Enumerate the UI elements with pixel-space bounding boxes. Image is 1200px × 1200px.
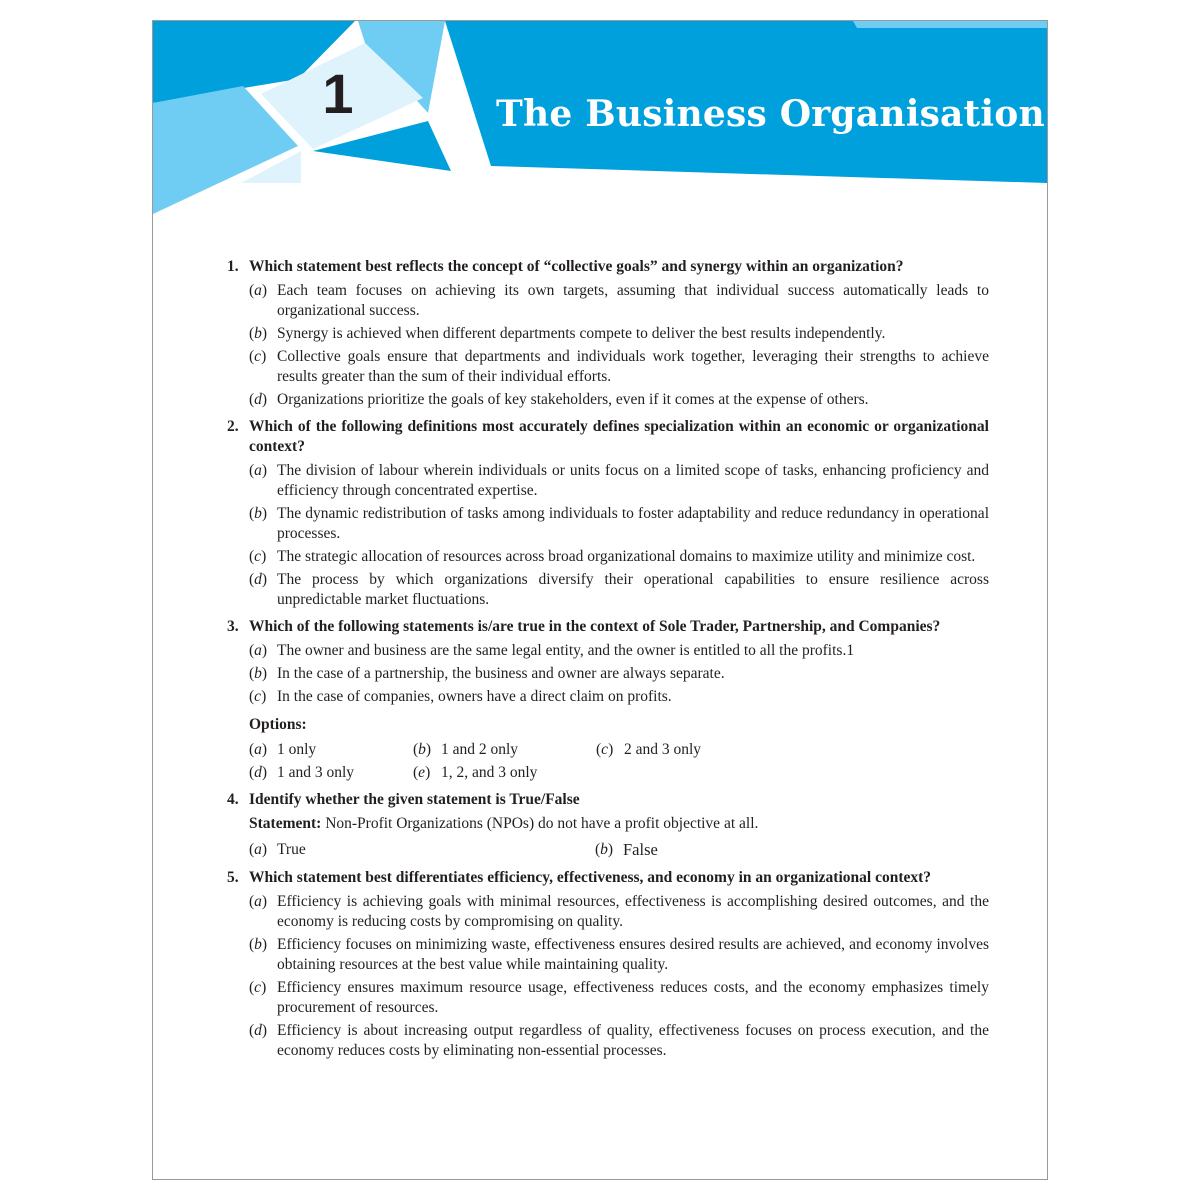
chapter-title: The Business Organisation xyxy=(496,93,1045,135)
choice-label: (e) xyxy=(413,764,431,781)
choice-label: (c) xyxy=(596,741,614,758)
option-label: (d) xyxy=(249,1022,268,1039)
question-text: Which statement best differentiates efficiency, effectiveness, and economy in an organizational context? xyxy=(249,869,932,886)
statement-c xyxy=(249,687,989,707)
option-text: In the case of a partnership, the business and owner are always separate. xyxy=(277,665,725,682)
option-label: (c) xyxy=(249,348,267,365)
option-label: (a) xyxy=(249,893,268,910)
choices-row-1 xyxy=(249,740,989,760)
true-false-row xyxy=(249,840,989,861)
choice-b xyxy=(413,740,596,760)
option-a xyxy=(249,892,989,932)
option-label: (b) xyxy=(249,665,268,682)
choice-label: (a) xyxy=(249,841,268,858)
option-label: (c) xyxy=(249,548,267,565)
option-text: Efficiency is achieving goals with minimal resources, effectiveness is accomplishing desired outcomes, and the economy is reducing costs by compromising on quality. xyxy=(277,893,989,930)
question-number: 2. xyxy=(227,418,239,435)
option-a xyxy=(249,281,989,321)
question-4 xyxy=(225,790,989,861)
option-text: The dynamic redistribution of tasks among individuals to foster adaptability and reduce redundancy in operational processes. xyxy=(277,505,989,542)
banner-accent-strip xyxy=(853,21,1047,28)
option-label: (a) xyxy=(249,282,268,299)
choice-text: False xyxy=(623,840,658,859)
option-text: Efficiency focuses on minimizing waste, effectiveness ensures desired results are achieved, and economy involves obtaining resources at the best value while maintaining quality. xyxy=(277,936,989,973)
choice-e xyxy=(413,763,596,783)
option-label: (d) xyxy=(249,391,268,408)
option-label: (c) xyxy=(249,688,267,705)
question-text: Which of the following definitions most accurately defines specialization within an economic or organizational context? xyxy=(249,418,989,455)
choice-text: 1, 2, and 3 only xyxy=(441,764,538,781)
option-label: (b) xyxy=(249,936,268,953)
choice-text: 2 and 3 only xyxy=(624,741,702,758)
choices-row-2 xyxy=(249,763,989,783)
option-label: (c) xyxy=(249,979,267,996)
choice-d xyxy=(249,763,413,783)
option-text: The process by which organizations diversify their operational capabilities to ensure resilience across unpredictable market fluctuations. xyxy=(277,571,989,608)
chapter-number: 1 xyxy=(322,62,354,125)
question-5 xyxy=(225,868,989,1061)
option-text: Collective goals ensure that departments and individuals work together, leveraging their strengths to achieve results greater than the sum of their individual efforts. xyxy=(277,348,989,385)
choice-label: (b) xyxy=(413,741,432,758)
option-label: (a) xyxy=(249,462,268,479)
option-b xyxy=(249,504,989,544)
option-text: The division of labour wherein individuals or units focus on a limited scope of tasks, enhancing proficiency and efficiency through concentrated expertise. xyxy=(277,462,989,499)
option-text: The owner and business are the same legal entity, and the owner is entitled to all the profits.1 xyxy=(277,642,855,659)
option-text: In the case of companies, owners have a direct claim on profits. xyxy=(277,688,672,705)
statement-text: Non-Profit Organizations (NPOs) do not have a profit objective at all. xyxy=(321,815,759,832)
option-b xyxy=(249,935,989,975)
choice-a xyxy=(249,740,413,760)
book-page xyxy=(152,20,1048,1180)
choice-a xyxy=(249,840,595,861)
option-text: Organizations prioritize the goals of key stakeholders, even if it comes at the expense of others. xyxy=(277,391,869,408)
question-number: 1. xyxy=(227,258,239,275)
statement xyxy=(249,814,989,834)
option-d xyxy=(249,1021,989,1061)
option-d xyxy=(249,570,989,610)
option-text: Efficiency ensures maximum resource usage, effectiveness reduces costs, and the economy emphasizes timely procurement of resources. xyxy=(277,979,989,1016)
option-c xyxy=(249,347,989,387)
option-c xyxy=(249,978,989,1018)
option-text: The strategic allocation of resources across broad organizational domains to maximize utility and minimize cost. xyxy=(277,548,976,565)
question-text: Which statement best reflects the concept of “collective goals” and synergy within an organization? xyxy=(249,258,904,275)
choice-c xyxy=(596,740,804,760)
option-text: Synergy is achieved when different departments compete to deliver the best results independently. xyxy=(277,325,886,342)
choice-label: (d) xyxy=(249,764,268,781)
question-list xyxy=(225,257,989,1068)
options-heading: Options: xyxy=(249,716,307,733)
choice-text: True xyxy=(277,841,306,858)
option-text: Each team focuses on achieving its own targets, assuming that individual success automatically leads to organizational success. xyxy=(277,282,989,319)
choice-text: 1 only xyxy=(277,741,317,758)
statement-label: Statement: xyxy=(249,815,322,832)
option-label: (a) xyxy=(249,642,268,659)
choice-text: 1 and 3 only xyxy=(277,764,355,781)
question-2 xyxy=(225,417,989,610)
question-text: Which of the following statements is/are true in the context of Sole Trader, Partnership, and Companies? xyxy=(249,618,941,635)
question-1 xyxy=(225,257,989,410)
option-label: (b) xyxy=(249,505,268,522)
choice-label: (a) xyxy=(249,741,268,758)
choice-label: (b) xyxy=(595,841,614,858)
question-number: 5. xyxy=(227,869,239,886)
statement-b xyxy=(249,664,989,684)
option-label: (d) xyxy=(249,571,268,588)
question-text: Identify whether the given statement is True/False xyxy=(249,791,580,808)
option-label: (b) xyxy=(249,325,268,342)
option-d xyxy=(249,390,989,410)
question-number: 4. xyxy=(227,791,239,808)
question-number: 3. xyxy=(227,618,239,635)
question-3 xyxy=(225,617,989,783)
option-text: Efficiency is about increasing output regardless of quality, effectiveness focuses on process execution, and the economy reduces costs by eliminating non-essential processes. xyxy=(277,1022,989,1059)
choice-text: 1 and 2 only xyxy=(441,741,519,758)
choice-b xyxy=(595,840,658,861)
option-a xyxy=(249,461,989,501)
option-b xyxy=(249,324,989,344)
option-c xyxy=(249,547,989,567)
statement-a xyxy=(249,641,989,661)
